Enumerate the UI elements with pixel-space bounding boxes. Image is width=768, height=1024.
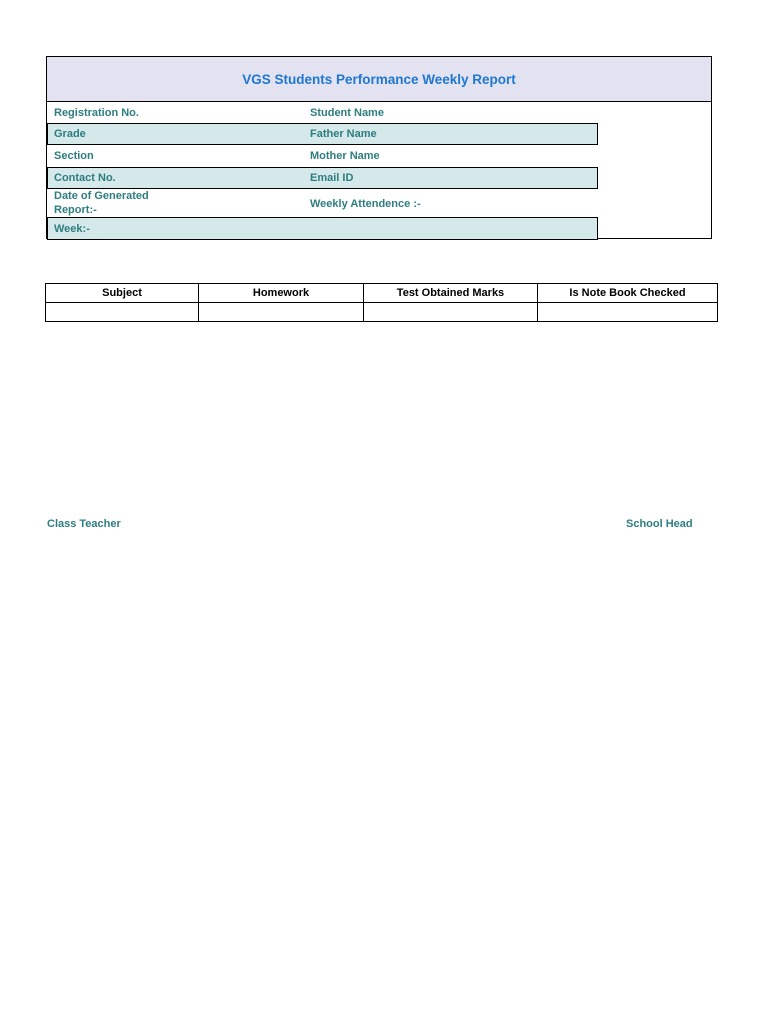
student-info-box (46, 56, 712, 239)
weekly-attendance-label: Weekly Attendence :- (310, 198, 421, 210)
row-registration (47, 102, 598, 124)
row-section (47, 145, 598, 167)
notebook-checked-header: Is Note Book Checked (538, 284, 718, 303)
school-head-signature: School Head (626, 518, 693, 530)
date-generated-label: Date of Generated Report:- (54, 190, 149, 216)
test-marks-header: Test Obtained Marks (364, 284, 538, 303)
week-label: Week:- (54, 223, 90, 235)
section-label: Section (54, 150, 94, 162)
grade-label: Grade (54, 128, 86, 140)
table-row (46, 303, 718, 322)
row-week (47, 217, 598, 240)
table-header-row (46, 284, 718, 303)
homework-cell (199, 303, 364, 322)
subject-cell (46, 303, 199, 322)
notebook-checked-cell (538, 303, 718, 322)
row-contact (47, 167, 598, 189)
row-date-attendance (47, 189, 598, 217)
email-id-label: Email ID (310, 172, 354, 184)
test-marks-cell (364, 303, 538, 322)
contact-no-label: Contact No. (54, 172, 116, 184)
homework-header: Homework (199, 284, 364, 303)
report-title: VGS Students Performance Weekly Report (47, 57, 711, 102)
class-teacher-signature: Class Teacher (47, 518, 121, 530)
registration-no-label: Registration No. (54, 107, 139, 119)
mother-name-label: Mother Name (310, 150, 380, 162)
father-name-label: Father Name (310, 128, 377, 140)
row-grade (47, 123, 598, 145)
subject-header: Subject (46, 284, 199, 303)
student-name-label: Student Name (310, 107, 384, 119)
subjects-table (45, 283, 718, 322)
